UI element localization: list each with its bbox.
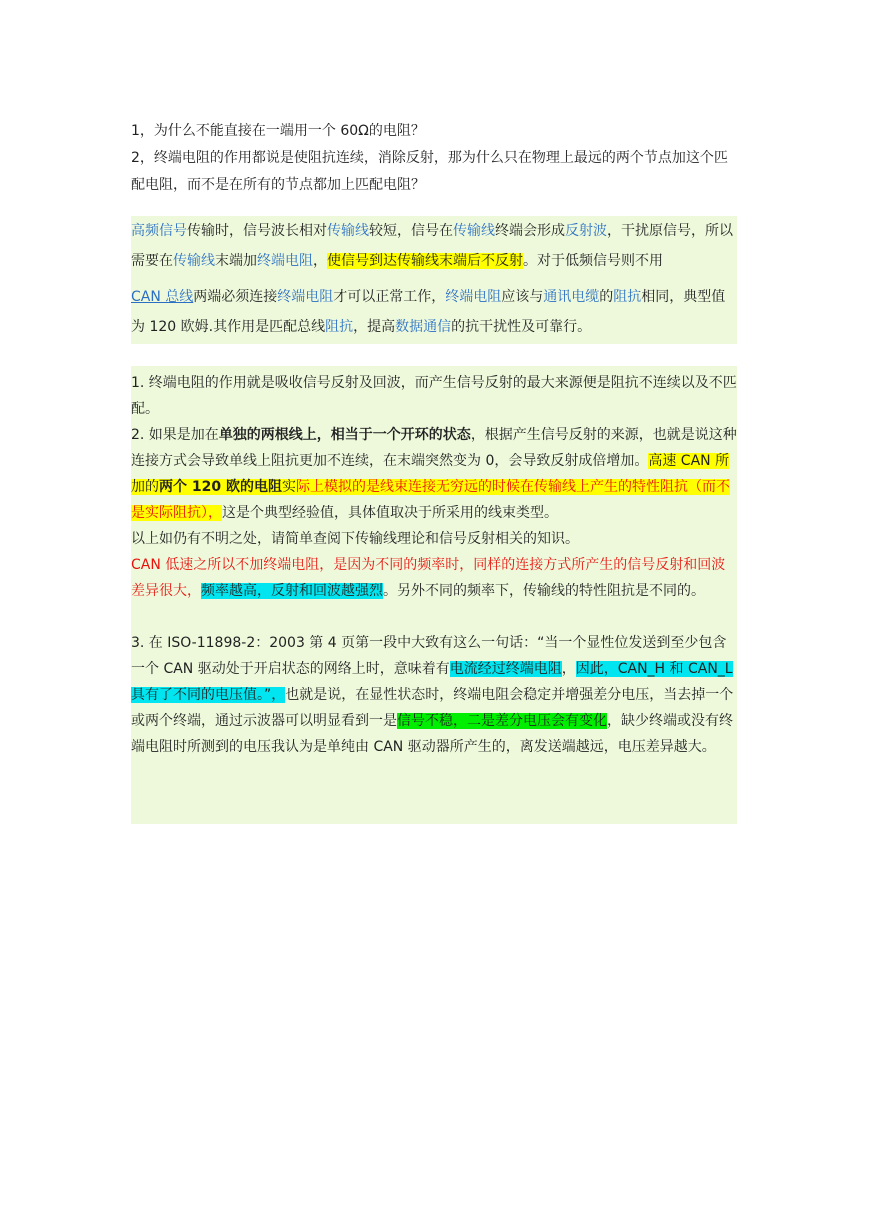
text-span: 的	[599, 289, 614, 305]
highlight-characteristic-impedance: 际上模拟的是线束连接无穷远的时候在传输线上产生的特性阻抗（而不是实际阻抗），	[131, 479, 730, 521]
link-terminal-resistor[interactable]: 终端电阻	[277, 289, 334, 305]
text-span: 2. 如果是加在	[131, 427, 219, 443]
answer2-note: 以上如仍有不明之处，请简单查阅下传输线理论和信号反射相关的知识。	[131, 531, 579, 547]
text-span: 才可以正常工作，	[333, 289, 446, 305]
text-span: ，提高	[353, 319, 396, 335]
answer2-item-1: 1. 终端电阻的作用就是吸收信号反射及回波，而产生信号反射的最大来源便是阻抗不连续以及不匹配。	[131, 375, 737, 417]
link-reflected-wave[interactable]: 反射波	[565, 223, 607, 239]
highlight-higher-frequency: 频率越高，反射和回波越强烈	[201, 583, 383, 599]
bold-open-loop: 单独的两根线上，相当于一个开环的状态	[218, 427, 471, 443]
link-can-bus[interactable]: CAN 总线	[131, 289, 194, 305]
questions-block	[131, 118, 741, 199]
highlight-can-h-can-l: 因此，CAN_H 和 CAN_L 具有了不同的电压值。”，	[131, 661, 733, 703]
text-span: 3. 在 ISO-11898-2：2003 第 4 页第一段中大致有这么一句话：“当一个显性位发送到至少包含一个 CAN 驱动处于开启状态的网络上时，意味着有	[131, 635, 727, 677]
text-span: 传输时，信号波长相对	[187, 223, 327, 239]
highlight-shi: 实	[281, 479, 296, 495]
highlight-two-120-ohm: 两个 120 欧的电阻	[159, 479, 282, 495]
text-span: 。对于低频信号则不用	[523, 253, 663, 269]
link-high-frequency-signal[interactable]: 高频信号	[131, 223, 187, 239]
link-impedance[interactable]: 阻抗	[613, 289, 642, 305]
text-span: ，	[561, 661, 576, 677]
text-span: 这是个典型经验值，具体值取决于所采用的线束类型。	[222, 505, 558, 521]
link-data-communication[interactable]: 数据通信	[395, 319, 452, 335]
text-span: 应该与	[501, 289, 544, 305]
link-transmission-line[interactable]: 传输线	[327, 223, 369, 239]
text-span: ，	[313, 253, 327, 269]
question-2: 2，终端电阻的作用都说是使阻抗连续，消除反射，那为什么只在物理上最远的两个节点加这个匹配电阻，而不是在所有的节点都加上匹配电阻？	[131, 150, 728, 193]
answer-box-2	[131, 366, 737, 824]
answer2-item-3	[131, 630, 737, 760]
text-span: ，干扰原信号，所以需要在	[131, 223, 733, 269]
link-transmission-line[interactable]: 传输线	[453, 223, 495, 239]
text-span: 较短，信号在	[369, 223, 453, 239]
text-span: 末端加	[215, 253, 257, 269]
text-span: 也就是说，在显性状态时，终端电阻会稳定并增强差分电压，当去掉一个或两个终端，通过示波器可以明显看到一是	[131, 687, 734, 729]
text-span: 两端必须连接	[193, 289, 278, 305]
answer1-paragraph-2	[131, 282, 737, 342]
link-transmission-line[interactable]: 传输线	[173, 253, 215, 269]
answer2-item-2	[131, 422, 737, 526]
answer2-low-speed	[131, 552, 737, 604]
text-span: ，根据产生信号反射的来源，也就是说这种连接方式会导致单线上阻抗更加不连续，在末端突然变为 0，会导致反射成倍增加。	[131, 427, 737, 469]
answer1-paragraph-1	[131, 216, 737, 276]
red-low-speed-can: CAN 低速之所以不加终端电阻，是因为不同的频率时，同样的连接方式所产生的信号反射和回波差异很大，	[131, 557, 726, 599]
text-span: 。另外不同的频率下，传输线的特性阻抗是不同的。	[383, 583, 705, 599]
link-communication-cable[interactable]: 通讯电缆	[543, 289, 600, 305]
link-impedance[interactable]: 阻抗	[325, 319, 354, 335]
link-terminal-resistor[interactable]: 终端电阻	[257, 253, 313, 269]
highlight-current-through-resistor: 电流经过终端电阻	[449, 661, 562, 677]
highlight-no-reflection: 使信号到达传输线末端后不反射	[327, 253, 523, 269]
text-span: 的抗干扰性及可靠行。	[451, 319, 592, 335]
text-span: 终端会形成	[495, 223, 565, 239]
text-span: 相同，典型值为 120 欧姆.其作用是匹配总线	[131, 289, 726, 335]
highlight-high-speed-can: 高速 CAN 所加的	[131, 453, 730, 495]
question-1: 1，为什么不能直接在一端用一个 60Ω的电阻？	[131, 123, 425, 139]
highlight-signal-unstable: 信号不稳，二是差分电压会有变化	[397, 713, 607, 729]
link-terminal-resistor[interactable]: 终端电阻	[445, 289, 502, 305]
answer-box-1	[131, 216, 737, 344]
text-span: ，缺少终端或没有终端电阻时所测到的电压我认为是单纯由 CAN 驱动器所产生的，离发送端越远，电压差异越大。	[131, 713, 733, 755]
